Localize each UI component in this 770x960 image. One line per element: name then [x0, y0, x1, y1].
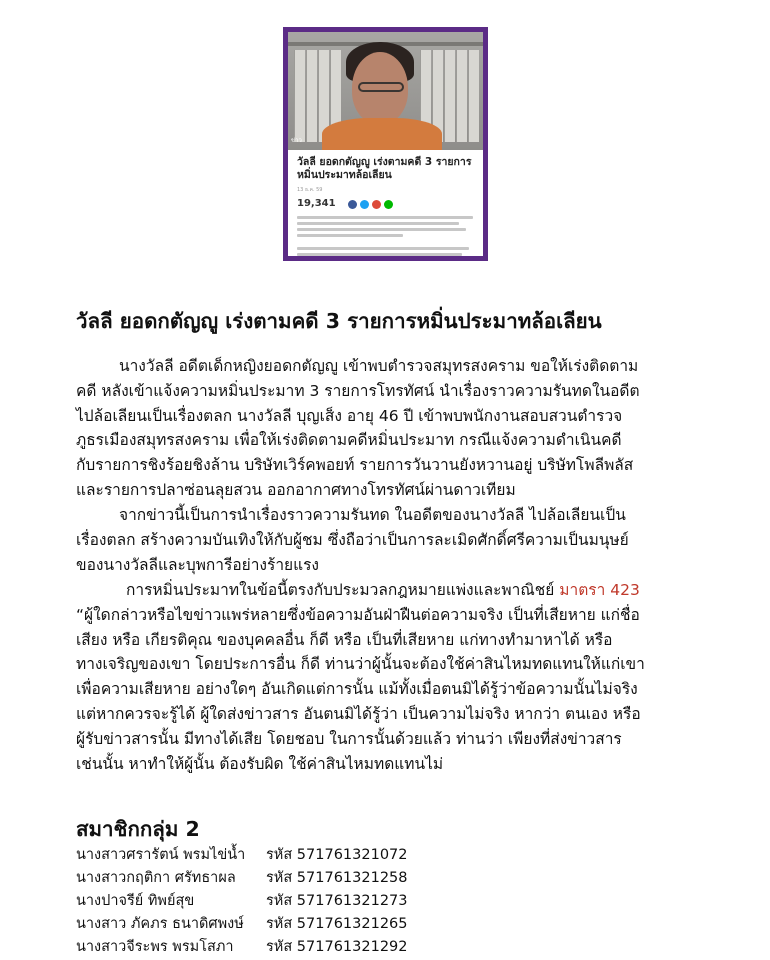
news-screenshot — [283, 27, 488, 261]
members-title: สมาชิกกลุ่ม 2 — [76, 817, 200, 841]
member-row: นางสาว ภัคภร ธนาดิศพงษ์ รหัส 571761321265 — [76, 916, 408, 932]
line-share-icon[interactable] — [384, 200, 393, 209]
member-row: นางปาจรีย์ ทิพย์สุข รหัส 571761321273 — [76, 893, 408, 909]
news-title: วัลลี ยอดกตัญญู เร่งตามคดี 3 รายการ หมิ่นประมาทล้อเลียน — [297, 156, 472, 181]
google-share-icon[interactable] — [372, 200, 381, 209]
member-row: นางสาวศรารัตน์ พรมไข่น้ำ รหัส 571761321072 — [76, 847, 408, 863]
law-intro-line: การหมิ่นประมาทในข้อนี้ตรงกับประมวลกฎหมายแพ่งและพาณิชย์ มาตรา 423 — [126, 581, 640, 599]
member-row: นางสาวจีระพร พรมโสภา รหัส 571761321292 — [76, 939, 408, 955]
paragraph-1: นางวัลลี อดีตเด็กหญิงยอดกตัญญู เข้าพบตำรวจสมุทรสงคราม ขอให้เร่งติดตาม คดี หลังเข้าแจ้งความหมิ่นประมาท 3 รายการโทรทัศน์ นำเรื่องราวความรันทดในอดีต ไปล้อเลียนเป็นเรื่องตลก นางวัลลี บุญเส็ง อายุ 46 ปี เข้าพบพนักงานสอบสวนตำรวจ ภูธรเมืองสมุทรสงคราม เพื่อให้เร่งติดตามคดีหมิ่นประมาท กรณีแจ้งความดำเนินคดี กับรายการชิงร้อยชิงล้าน บริษัทเวิร์คพอยท์ รายการวันวานยังหวานอยู่ บริษัทโพลีพลัส และรายการปลาซ่อนลุยสวน ออกอากาศทางโทรทัศน์ผ่านดาวเทียม — [76, 357, 640, 499]
paragraph-2: จากข่าวนี้เป็นการนำเรื่องราวความรันทด ในอดีตของนางวัลลี ไปล้อเลียนเป็น เรื่องตลก สร้างความบันเทิงให้กับผู้ชม ซึ่งถือว่าเป็นการละเมิดศักดิ์ศรีความเป็นมนุษย์ ของนางวัลลีและบุพการีอย่างร้ายแรง — [76, 506, 629, 574]
facebook-share-icon[interactable] — [348, 200, 357, 209]
twitter-share-icon[interactable] — [360, 200, 369, 209]
news-meta: 13 ธ.ค. 59 — [297, 187, 323, 193]
news-photo — [288, 32, 483, 150]
news-body-text — [297, 216, 473, 261]
view-count: 19,341 — [297, 198, 336, 209]
member-row: นางสาวกฤติกา ศรัทธาผล รหัส 571761321258 — [76, 870, 408, 886]
photo-overlay-text: ข่าว — [291, 137, 302, 144]
article-headline: วัลลี ยอดกตัญญู เร่งตามคดี 3 รายการหมิ่นประมาทล้อเลียน — [76, 309, 602, 333]
law-reference: มาตรา 423 — [559, 581, 640, 599]
law-section: การหมิ่นประมาทในข้อนี้ตรงกับประมวลกฎหมายแพ่งและพาณิชย์ มาตรา 423 “ผู้ใดกล่าวหรือไขข่าวแพร่หลายซึ่งข้อความอันฝ่าฝืนต่อความจริง เป็นที่เสียหาย แก่ชื่อ เสียง หรือ เกียรติคุณ ของบุคคลอื่น ก็ดี หรือ เป็นที่เสียหาย แก่ทางทำมาหาได้ หรือ ทางเจริญของเขา โดยประการอื่น ก็ดี ท่านว่าผู้นั้นจะต้องใช้ค่าสินไหมทดแทนให้แก่เขา เพื่อความเสียหาย อย่างใดๆ อันเกิดแต่การนั้น แม้ทั้งเมื่อตนมิได้รู้ว่าข้อความนั้นไม่จริง แต่หากควรจะรู้ได้ ผู้ใดส่งข่าวสาร อันตนมิได้รู้ว่า เป็นความไม่จริง หากว่า ตนเอง หรือ ผู้รับข่าวสารนั้น มีทางได้เสีย โดยชอบ ในการนั้นด้วยแล้ว ท่านว่า เพียงที่ส่งข่าวสาร เช่นนั้น หาทำให้ผู้นั้น ต้องรับผิด ใช้ค่าสินไหมทดแทนไม่ — [76, 578, 706, 776]
